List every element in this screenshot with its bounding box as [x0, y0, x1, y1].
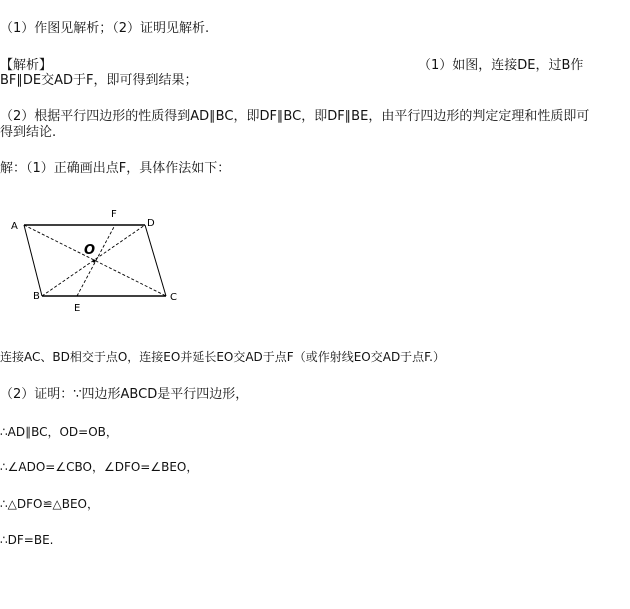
edge-ab [24, 225, 42, 296]
solution-intro: 解：（1）正确画出点F，具体作法如下： [0, 161, 231, 176]
label-c: C [170, 292, 177, 303]
proof-step-2: ∴∠ADO=∠CBO，∠DFO=∠BEO， [0, 460, 199, 474]
construction-text: 连接AC、BD相交于点O，连接EO并延长EO交AD于点F（或作射线EO交AD于点F.） [0, 350, 445, 364]
label-b: B [33, 291, 40, 302]
segment-ef [77, 225, 115, 296]
analysis-part2-line1: （2）根据平行四边形的性质得到AD∥BC，即DF∥BC，即DF∥BE，由平行四边形的判定定理和性质即可 [0, 109, 590, 124]
analysis-part2-line2: 得到结论. [0, 125, 57, 140]
proof-step-4: ∴DF=BE. [0, 533, 54, 547]
label-d: D [147, 218, 155, 229]
point-o [93, 260, 96, 263]
edge-dc [145, 225, 166, 296]
proof-step-1: ∴AD∥BC，OD=OB， [0, 425, 118, 439]
analysis-part1-continuation: BF∥DE交AD于F，即可得到结果； [0, 73, 198, 88]
label-e: E [74, 303, 81, 314]
label-o: O [84, 243, 96, 258]
answer-line: （1）作图见解析；（2）证明见解析. [0, 21, 210, 36]
analysis-header: 【解析】 [0, 58, 53, 73]
proof-start: （2）证明：∵四边形ABCD是平行四边形， [0, 387, 249, 402]
analysis-part1-text: （1）如图，连接DE，过B作 [418, 58, 584, 73]
label-f: F [111, 209, 117, 220]
proof-step-3: ∴△DFO≌△BEO， [0, 497, 99, 511]
label-a: A [11, 221, 18, 232]
parallelogram-figure [0, 198, 200, 323]
